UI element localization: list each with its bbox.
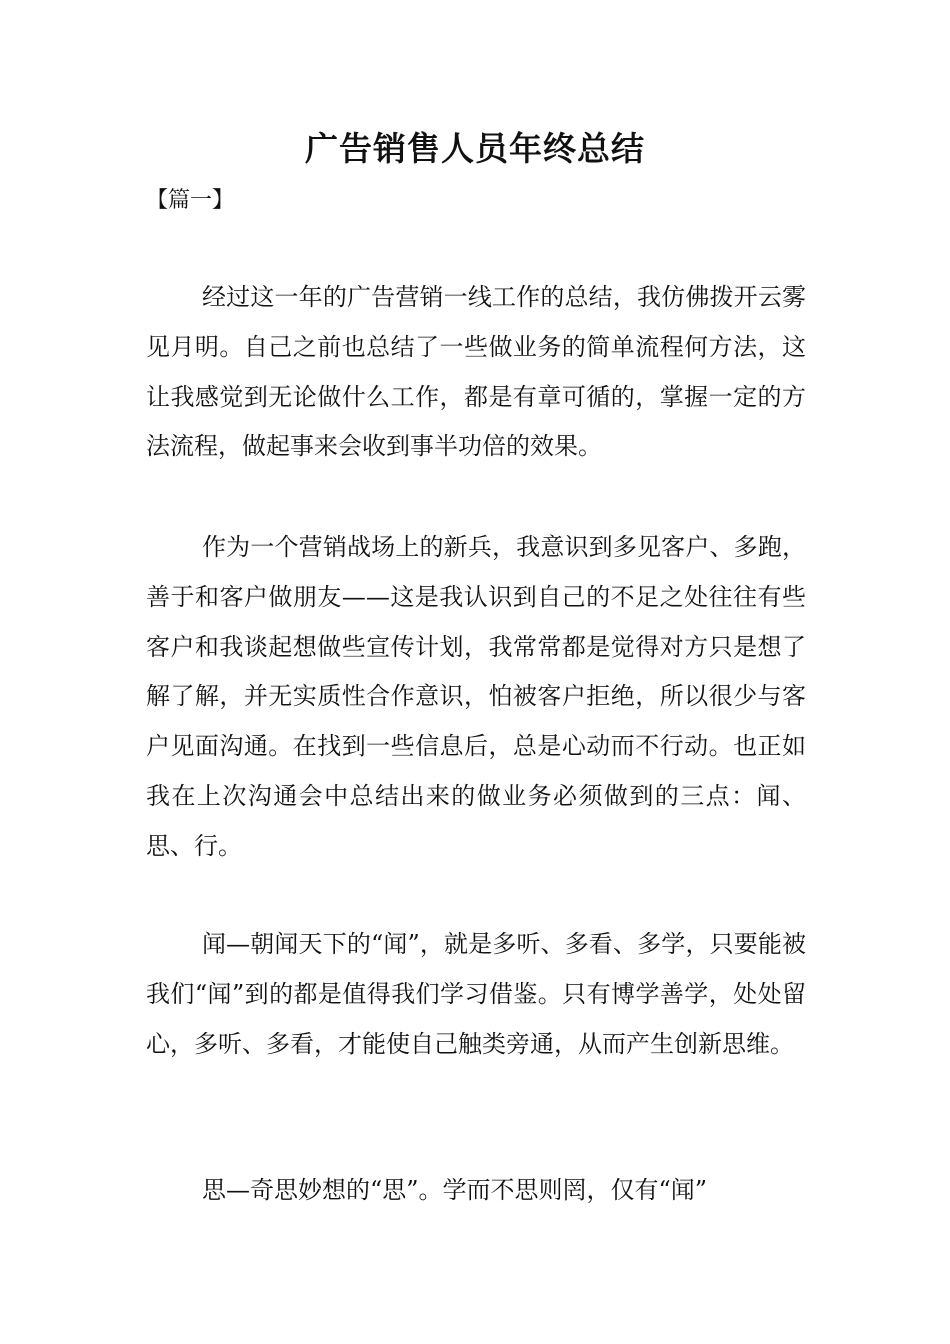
- section-label: 【篇一】: [146, 188, 235, 213]
- paragraph-3: 闻—朝闻天下的“闻”，就是多听、多看、多学，只要能被我们“闻”到的都是值得我们学习借鉴。只有博学善学，处处留心，多听、多看，才能使自己触类旁通，从而产生创新思维。: [146, 930, 806, 1058]
- document-title: 广告销售人员年终总结: [305, 129, 645, 168]
- paragraph-4: 思—奇思妙想的“思”。学而不思则罔，仅有“闻”: [202, 1176, 708, 1204]
- paragraph-2: 作为一个营销战场上的新兵，我意识到多见客户、多跑，善于和客户做朋友——这是我认识到自己的不足之处往往有些客户和我谈起想做些宣传计划，我常常都是觉得对方只是想了解了解，并无实质性合作意识，怕被客户拒绝，所以很少与客户见面沟通。在找到一些信息后，总是心动而不行动。也正如我在上次沟通会中总结出来的做业务必须做到的三点：闻、思、行。: [146, 533, 806, 860]
- paragraph-1: 经过这一年的广告营销一线工作的总结，我仿佛拨开云雾见月明。自己之前也总结了一些做业务的简单流程何方法，这让我感觉到无论做什么工作，都是有章可循的，掌握一定的方法流程，做起事来会收到事半功倍的效果。: [146, 283, 806, 461]
